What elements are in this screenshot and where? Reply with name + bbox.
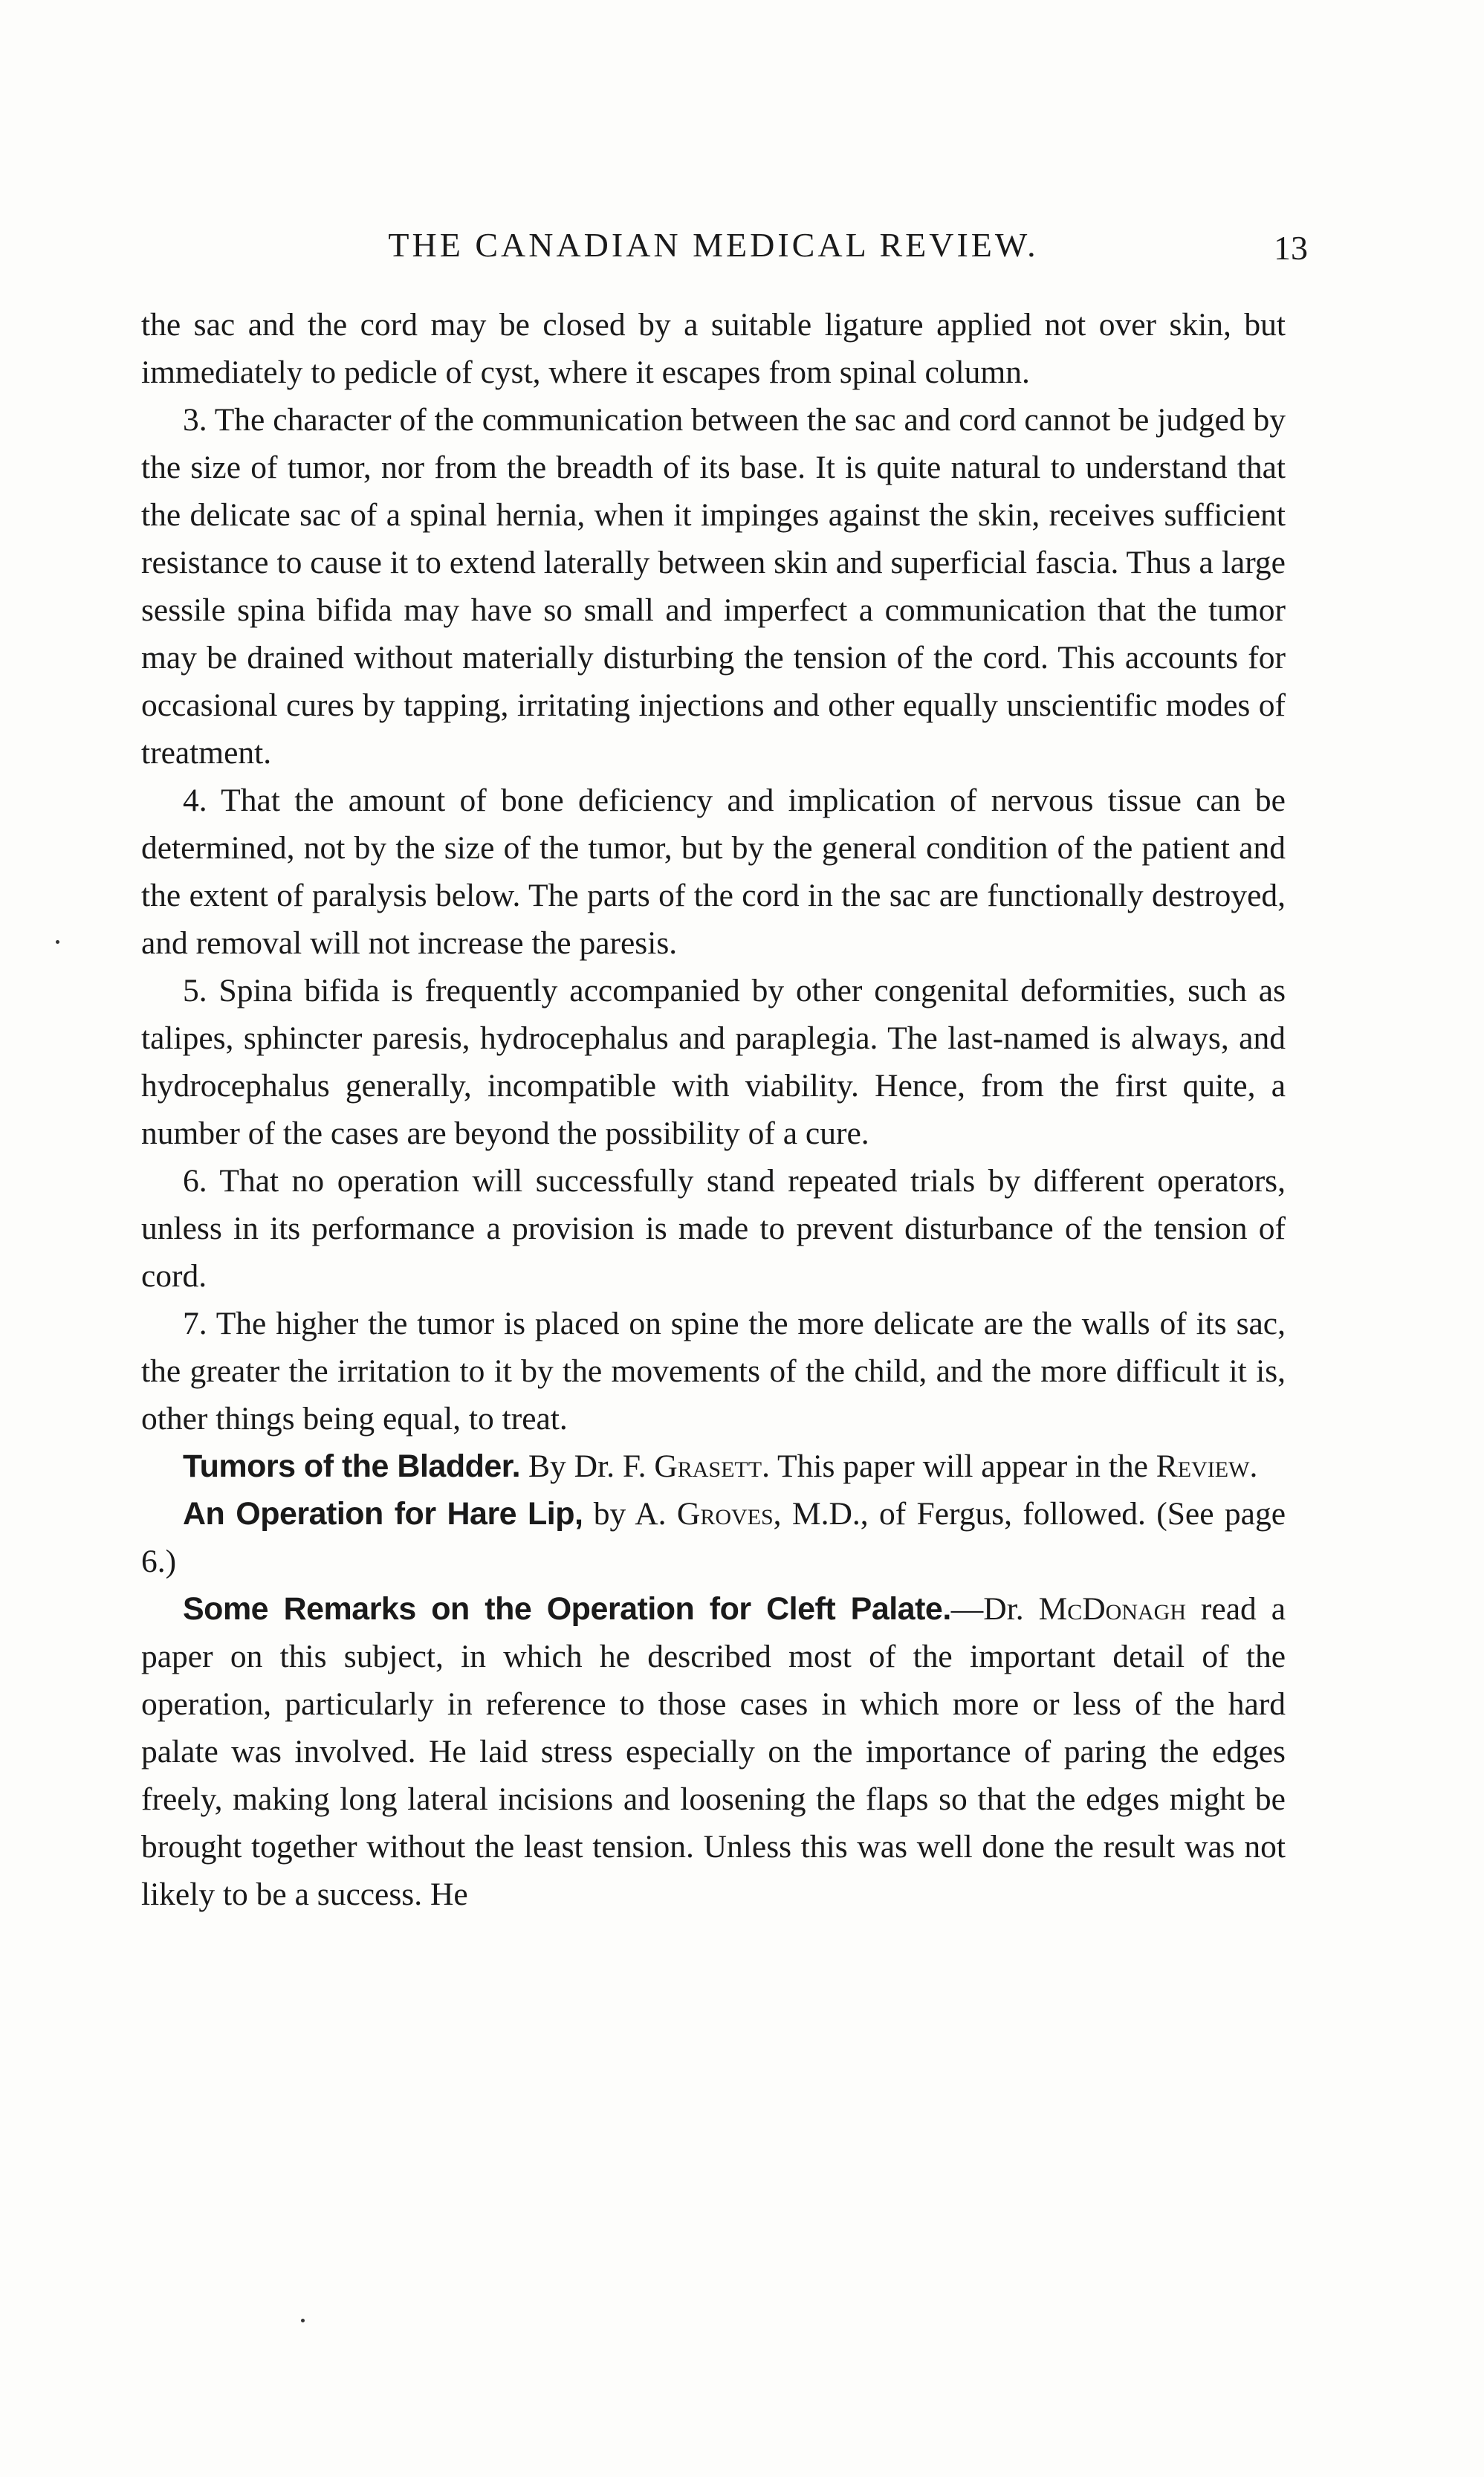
text-segment: . This paper will appear in the [762,1448,1156,1484]
text-segment: —Dr. [950,1591,1039,1627]
paragraph-item-7: 7. The higher the tumor is placed on spine the more delicate are the walls of its sac, the greater the irritation to it by the movements of the child, and the more difficult it is, other things being equal, to treat. [141,1306,1286,1437]
text-segment: , M.D., of Fergus, followed. (See page 6.) [141,1496,1286,1579]
paragraph-continuation: the sac and the cord may be closed by a suitable ligature applied not over skin, but immediately to pedicle of cyst, where it escapes from spinal column. [141,307,1286,390]
section-heading-hare-lip: An Operation for Hare Lip, [183,1496,583,1532]
text-segment: read a paper on this subject, in which he described most of the important detail of the operation, particularly in reference to those cases in which more or less of the hard palate was involved. He laid stress especially on the importance of paring the edges freely, making long lateral incisions and loosening the flaps so that the edges might be brought together without the least tension. Unless this was well done the result was not likely to be a success. He [141,1591,1286,1912]
journal-name: Review [1156,1448,1250,1484]
paragraph-item-5: 5. Spina bifida is frequently accompanied by other congenital deformities, such as talipes, sphincter paresis, hydrocephalus and paraplegia. The last-named is always, and hydrocephalus generally, incompatible with viability. Hence, from the first quite, a number of the cases are beyond the possibility of a cure. [141,973,1286,1151]
paragraph-item-4: 4. That the amount of bone deficiency and implication of nervous tissue can be determined, not by the size of the tumor, but by the general condition of the patient and the extent of paralysis below. The parts of the cord in the sac are functionally destroyed, and removal will not increase the paresis. [141,783,1286,961]
text-segment: . [1249,1448,1258,1484]
page-number: 13 [1274,229,1308,267]
margin-dot [301,2319,305,2322]
author-name: Groves [676,1496,774,1532]
paragraph-tumors-of-bladder [141,1443,1286,1490]
text-segment: by A. [583,1496,677,1532]
paragraph-item-6: 6. That no operation will successfully stand repeated trials by different operators, unless in its performance a provision is made to prevent disturbance of the tension of cord. [141,1163,1286,1294]
paragraph-hare-lip [141,1490,1286,1585]
paragraph-cleft-palate [141,1585,1286,1918]
running-title: THE CANADIAN MEDICAL REVIEW. [388,226,1039,264]
author-name: Grasett [654,1448,762,1484]
text-segment: By Dr. F. [520,1448,655,1484]
body-text [141,301,1286,1918]
section-heading-tumors: Tumors of the Bladder. [183,1448,521,1484]
running-head [141,223,1308,268]
section-heading-cleft-palate: Some Remarks on the Operation for Cleft Palate. [183,1591,951,1627]
margin-dot [56,940,59,944]
paragraph-item-3: 3. The character of the communication between the sac and cord cannot be judged by the size of tumor, nor from the breadth of its base. It is quite natural to understand that the delicate sac of a spinal hernia, when it impinges against the skin, receives sufficient resistance to cause it to extend laterally between skin and superficial fascia. Thus a large sessile spina bifida may have so small and imperfect a communication that the tumor may be drained without materially disturbing the tension of the cord. This accounts for occasional cures by tapping, irritating injections and other equally unscientific modes of treatment. [141,402,1286,771]
author-name: McDonagh [1038,1591,1187,1627]
